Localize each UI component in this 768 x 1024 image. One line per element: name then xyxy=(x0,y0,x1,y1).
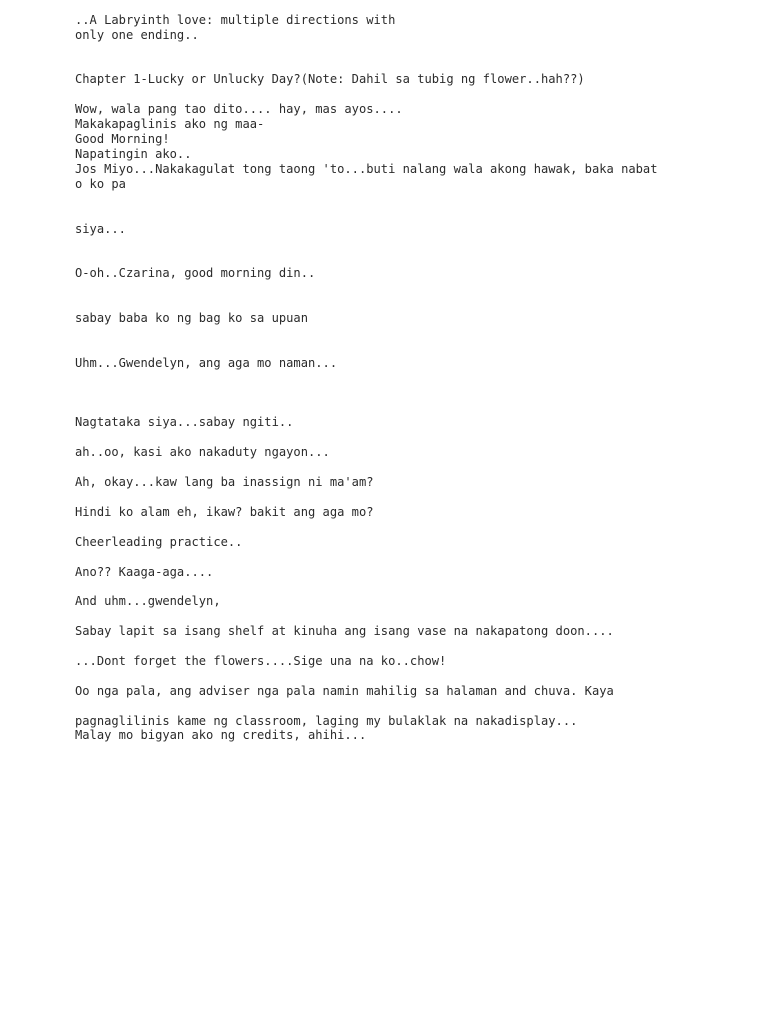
text-line: ah..oo, kasi ako nakaduty ngayon... xyxy=(75,445,330,459)
text-line: ..A Labryinth love: multiple directions with xyxy=(75,13,396,27)
text-line: Wow, wala pang tao dito.... hay, mas ayos.... xyxy=(75,102,403,116)
text-line: O-oh..Czarina, good morning din.. xyxy=(75,266,316,280)
text-line: ...Dont forget the flowers....Sige una na ko..chow! xyxy=(75,654,447,668)
text-line: sabay baba ko ng bag ko sa upuan xyxy=(75,311,308,325)
text-line: Cheerleading practice.. xyxy=(75,535,243,549)
text-line: o ko pa xyxy=(75,177,126,191)
text-line: siya... xyxy=(75,222,126,236)
text-line: Sabay lapit sa isang shelf at kinuha ang isang vase na nakapatong doon.... xyxy=(75,624,614,638)
text-line: Good Morning! xyxy=(75,132,170,146)
text-line: Oo nga pala, ang adviser nga pala namin mahilig sa halaman and chuva. Kaya xyxy=(75,684,614,698)
text-line: Ah, okay...kaw lang ba inassign ni ma'am? xyxy=(75,475,374,489)
text-line: only one ending.. xyxy=(75,28,199,42)
text-line: Hindi ko alam eh, ikaw? bakit ang aga mo? xyxy=(75,505,374,519)
text-line: Napatingin ako.. xyxy=(75,147,192,161)
text-line: Uhm...Gwendelyn, ang aga mo naman... xyxy=(75,356,338,370)
text-line: And uhm...gwendelyn, xyxy=(75,594,221,608)
text-line: Ano?? Kaaga-aga.... xyxy=(75,565,214,579)
text-line: Jos Miyo...Nakakagulat tong taong 'to...buti nalang wala akong hawak, baka nabat xyxy=(75,162,658,176)
chapter-heading: Chapter 1-Lucky or Unlucky Day?(Note: Dahil sa tubig ng flower..hah??) xyxy=(75,72,585,86)
text-line: Makakapaglinis ako ng maa- xyxy=(75,117,265,131)
text-line: pagnaglilinis kame ng classroom, laging my bulaklak na nakadisplay... xyxy=(75,714,578,728)
text-line: Malay mo bigyan ako ng credits, ahihi... xyxy=(75,728,367,742)
text-line: Nagtataka siya...sabay ngiti.. xyxy=(75,415,294,429)
